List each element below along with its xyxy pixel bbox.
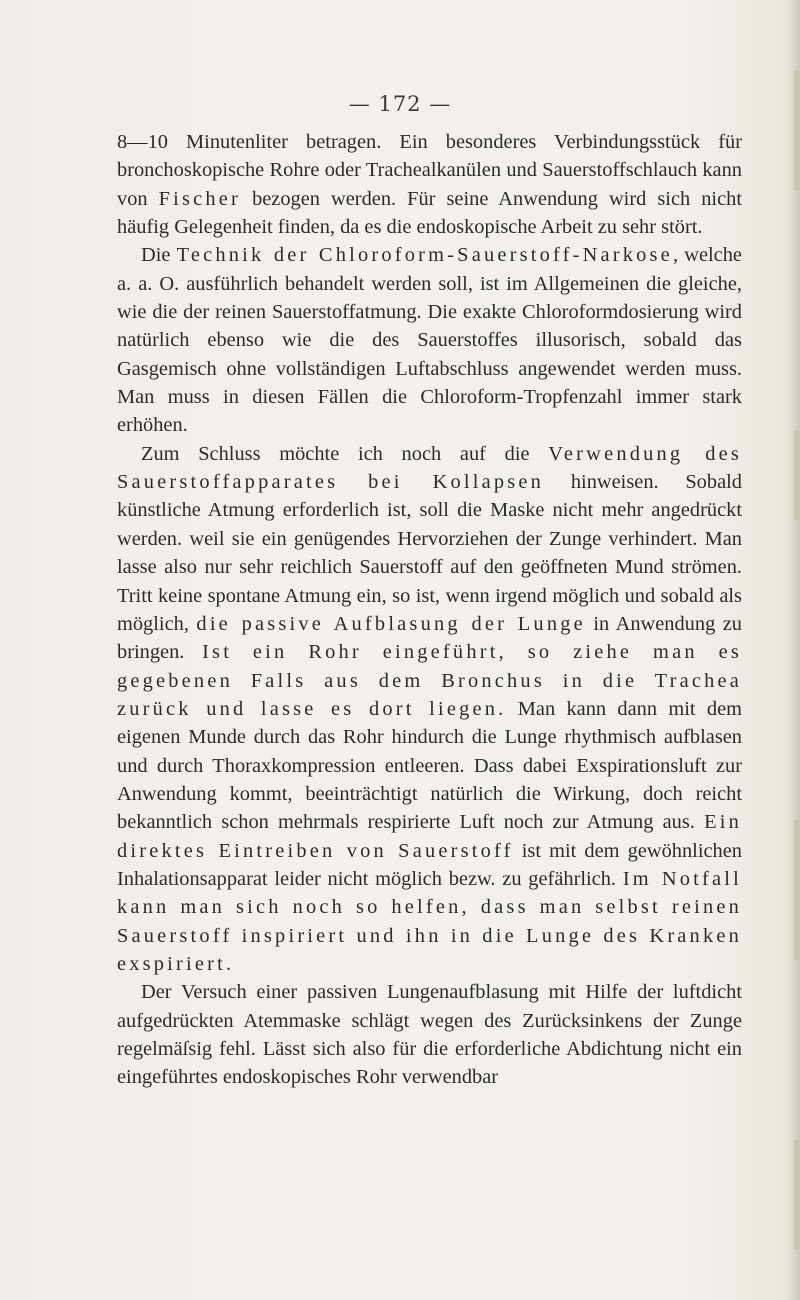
spaced-emphasis: Im Notfall kann man sich noch so helfen, dass man selbst reinen Sauerstoff inspiriert und ihn in die Lunge des Kranken exspiriert. (117, 867, 742, 975)
page-edge-shadow (786, 0, 800, 1300)
spaced-emphasis: die passive Aufblasung der Lunge (196, 612, 586, 635)
paragraph-1 (117, 128, 742, 241)
spaced-emphasis: Verwendung des Sauerstoffapparates bei Kollapsen (117, 442, 742, 494)
paragraph-2 (117, 241, 742, 439)
page-edge-mark (794, 70, 800, 190)
body-text (117, 128, 742, 1092)
paragraph-3 (117, 440, 742, 979)
text-segment: Zum Schluss möchte ich noch auf die (141, 442, 549, 465)
text-segment: Der Versuch einer passiven Lungenaufblasung mit Hilfe der luftdicht aufgedrückten Atemmaske schlägt wegen des Zurücksinkens der Zunge regelmäſsig fehl. Lässt sich also für die erforderliche Abdichtung nicht ein eingeführtes endoskopisches Rohr verwendbar (117, 981, 742, 1089)
text-segment: bezogen werden. Für seine Anwendung wird sich nicht häufig Gelegenheit finden, da es die endoskopische Arbeit zu sehr stört. (117, 187, 742, 239)
text-segment: in Anwendung zu bringen. (117, 612, 742, 664)
text-segment: , welche a. a. O. ausführlich behandelt werden soll, ist im Allgemeinen die gleiche, wie die der reinen Sauerstoffatmung. Die exakte Chloroformdosierung wird natürlich ebenso wie die des Sauerstoffes illusorisch, sobald das Gasgemisch ohne vollständigen Luftabschluss angewendet werden muss. Man muss in diesen Fällen die Chloroform-Tropfenzahl immer stark erhöhen. (117, 244, 742, 437)
page-number: — 172 — (348, 92, 452, 116)
spaced-name-fischer: Fischer (158, 187, 242, 210)
spaced-emphasis: Technik der Chloroform-Sauerstoff-Narkose (176, 244, 673, 267)
page-edge-mark (794, 820, 800, 960)
spaced-emphasis: Ist ein Rohr eingeführt, so ziehe man es gegebenen Falls aus dem Bronchus in die Trachea zurück und lasse es dort liegen. (117, 641, 742, 720)
text-segment: hinweisen. Sobald künstliche Atmung erforderlich ist, soll die Maske nicht mehr angedrückt werden. weil sie ein genügendes Hervorziehen der Zunge verhindert. Man lasse also nur sehr reichlich Sauerstoff auf den geöffneten Mund strömen. Tritt keine spontane Atmung ein, so ist, wenn irgend möglich und sobald als möglich, (117, 471, 742, 635)
text-segment: Man kann dann mit dem eigenen Munde durch das Rohr hindurch die Lunge rhythmisch aufblasen und durch Thoraxkompression entleeren. Dass dabei Exspirationsluft zur Anwendung kommt, beeinträchtigt natürlich die Wirkung, doch reicht bekanntlich schon mehrmals respirierte Luft noch zur Atmung aus. (117, 697, 742, 834)
text-segment: ist mit dem gewöhnlichen Inhalationsapparat leider nicht möglich bezw. zu gefährlich. (117, 839, 742, 890)
text-segment: 8—10 Minutenliter betragen. Ein besonderes Verbindungsstück für bronchoskopische Rohre oder Trachealkanülen und Sauerstoffschlauch kann von (117, 131, 742, 210)
spaced-emphasis: Ein direktes Eintreiben von Sauerstoff (117, 811, 742, 862)
paragraph-4 (117, 978, 742, 1091)
page-edge-mark (794, 430, 800, 520)
page-edge-mark (794, 1140, 800, 1250)
text-segment: Die (141, 244, 177, 267)
